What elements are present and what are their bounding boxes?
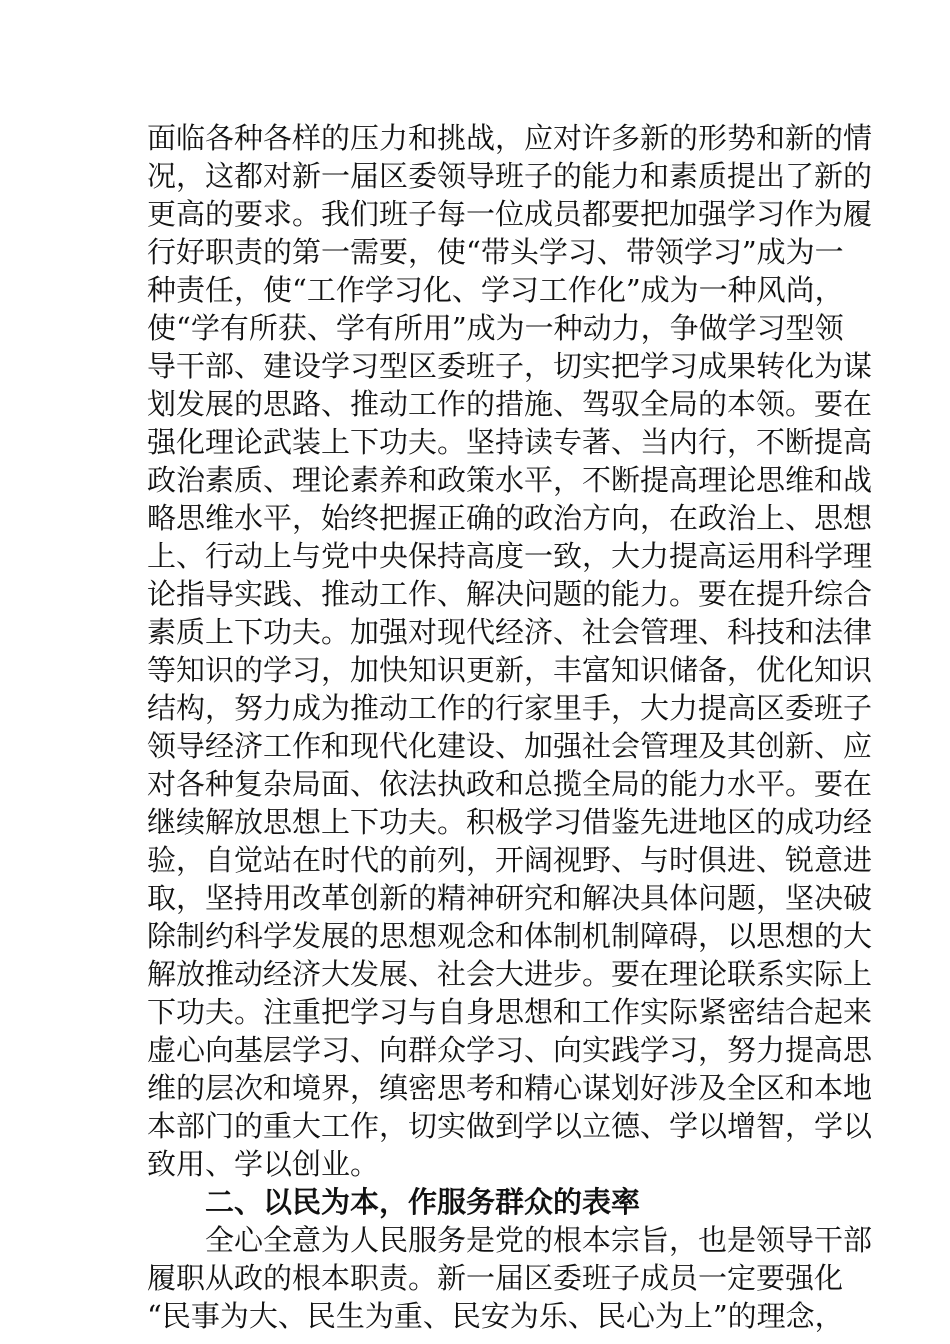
body-text-line: 除制约科学发展的思想观念和体制机制障碍，以思想的大 <box>147 919 873 953</box>
body-text-line: 行好职责的第一需要，使“带头学习、带领学习”成为一 <box>147 235 844 269</box>
body-text-line: 种责任，使“工作学习化、学习工作化”成为一种风尚， <box>147 273 844 307</box>
body-text-line: 使“学有所获、学有所用”成为一种动力，争做学习型领 <box>147 311 844 345</box>
body-text-line: 继续解放思想上下功夫。积极学习借鉴先进地区的成功经 <box>147 805 873 839</box>
body-text-line: 导干部、建设学习型区委班子，切实把学习成果转化为谋 <box>147 349 873 383</box>
body-text-line: 领导经济工作和现代化建设、加强社会管理及其创新、应 <box>147 729 873 763</box>
body-text-line: 素质上下功夫。加强对现代经济、社会管理、科技和法律 <box>147 615 873 649</box>
body-text-line: 维的层次和境界，缜密思考和精心谋划好涉及全区和本地 <box>147 1071 873 1105</box>
body-text-line: 强化理论武装上下功夫。坚持读专著、当内行，不断提高 <box>147 425 873 459</box>
body-text-line: 解放推动经济大发展、社会大进步。要在理论联系实际上 <box>147 957 873 991</box>
body-text-line: 验，自觉站在时代的前列，开阔视野、与时俱进、锐意进 <box>147 843 873 877</box>
body-text-line: “民事为大、民生为重、民安为乐、民心为上”的理念， <box>147 1299 844 1333</box>
body-text-line: 对各种复杂局面、依法执政和总揽全局的能力水平。要在 <box>147 767 873 801</box>
body-text-line: 履职从政的根本职责。新一届区委班子成员一定要强化 <box>147 1261 844 1295</box>
body-text-line: 政治素质、理论素养和政策水平，不断提高理论思维和战 <box>147 463 873 497</box>
body-text-line: 全心全意为人民服务是党的根本宗旨，也是领导干部 <box>205 1223 873 1257</box>
body-text-line: 结构，努力成为推动工作的行家里手，大力提高区委班子 <box>147 691 873 725</box>
body-text-line: 等知识的学习，加快知识更新，丰富知识储备，优化知识 <box>147 653 873 687</box>
body-text-line: 面临各种各样的压力和挑战，应对许多新的形势和新的情 <box>147 121 873 155</box>
body-text-line: 致用、学以创业。 <box>147 1147 380 1181</box>
body-text-line: 取，坚持用改革创新的精神研究和解决具体问题，坚决破 <box>147 881 873 915</box>
body-text-line: 更高的要求。我们班子每一位成员都要把加强学习作为履 <box>147 197 873 231</box>
body-text-line: 本部门的重大工作，切实做到学以立德、学以增智，学以 <box>147 1109 873 1143</box>
body-text-line: 下功夫。注重把学习与自身思想和工作实际紧密结合起来 <box>147 995 873 1029</box>
body-text-line: 论指导实践、推动工作、解决问题的能力。要在提升综合 <box>147 577 873 611</box>
body-text-line: 略思维水平，始终把握正确的政治方向，在政治上、思想 <box>147 501 873 535</box>
section-heading: 二、以民为本，作服务群众的表率 <box>205 1185 641 1219</box>
body-text-line: 况，这都对新一届区委领导班子的能力和素质提出了新的 <box>147 159 873 193</box>
body-text-line: 虚心向基层学习、向群众学习、向实践学习，努力提高思 <box>147 1033 873 1067</box>
body-text-line: 划发展的思路、推动工作的措施、驾驭全局的本领。要在 <box>147 387 873 421</box>
body-text-line: 上、行动上与党中央保持高度一致，大力提高运用科学理 <box>147 539 873 573</box>
